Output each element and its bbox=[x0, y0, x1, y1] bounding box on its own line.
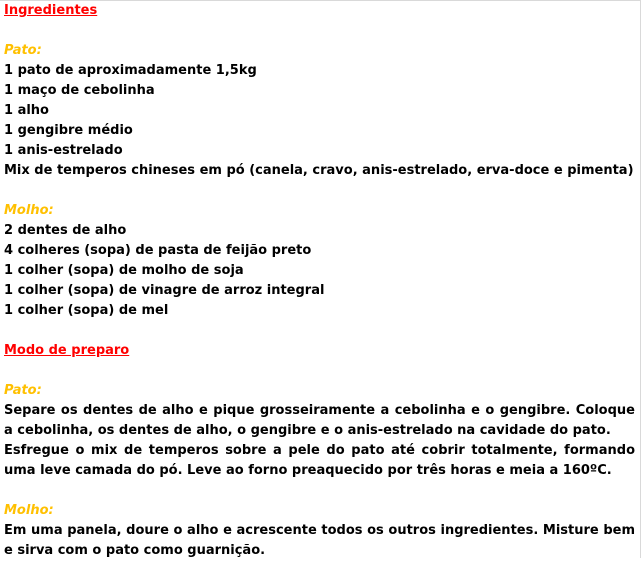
sauce-ingredients-list bbox=[4, 221, 635, 321]
spacer bbox=[4, 321, 635, 341]
ingredient-item: 2 dentes de alho bbox=[4, 223, 127, 238]
method-paragraph: Em uma panela, doure o alho e acrescente todos os outros ingredientes. Misture bem e sirva com o pato como guarnição. bbox=[4, 523, 635, 558]
ingredient-item: 1 colher (sopa) de vinagre de arroz integral bbox=[4, 283, 325, 298]
method-paragraph: Esfregue o mix de temperos sobre a pele do pato até cobrir totalmente, formando uma leve camada do pó. Leve ao forno preaquecido por três horas e meia a 160ºC. bbox=[4, 443, 635, 478]
spacer bbox=[4, 181, 635, 201]
ingredient-item: Mix de temperos chineses em pó (canela, cravo, anis-estrelado, erva-doce e pimenta) bbox=[4, 163, 634, 178]
ingredient-item: 1 anis-estrelado bbox=[4, 143, 123, 158]
ingredient-item: 1 colher (sopa) de molho de soja bbox=[4, 263, 244, 278]
duck-method-label: Pato: bbox=[4, 383, 42, 398]
duck-ingredients-label: Pato: bbox=[4, 43, 42, 58]
spacer bbox=[4, 21, 635, 41]
method-paragraph: Separe os dentes de alho e pique grosseiramente a cebolinha e o gengibre. Coloque a cebolinha, os dentes de alho, o gengibre e o anis-estrelado na cavidade do pato. bbox=[4, 403, 635, 438]
method-heading: Modo de preparo bbox=[4, 343, 130, 358]
ingredients-heading: Ingredientes bbox=[4, 3, 98, 18]
ingredient-item: 1 gengibre médio bbox=[4, 123, 133, 138]
recipe-document bbox=[4, 1, 635, 561]
sauce-method-label: Molho: bbox=[4, 503, 54, 518]
ingredient-item: 1 colher (sopa) de mel bbox=[4, 303, 169, 318]
ingredient-item: 1 pato de aproximadamente 1,5kg bbox=[4, 63, 257, 78]
sauce-ingredients-label: Molho: bbox=[4, 203, 54, 218]
spacer bbox=[4, 481, 635, 501]
ingredient-item: 1 maço de cebolinha bbox=[4, 83, 155, 98]
duck-ingredients-list bbox=[4, 61, 635, 181]
spacer bbox=[4, 361, 635, 381]
ingredient-item: 1 alho bbox=[4, 103, 49, 118]
ingredient-item: 4 colheres (sopa) de pasta de feijão preto bbox=[4, 243, 312, 258]
